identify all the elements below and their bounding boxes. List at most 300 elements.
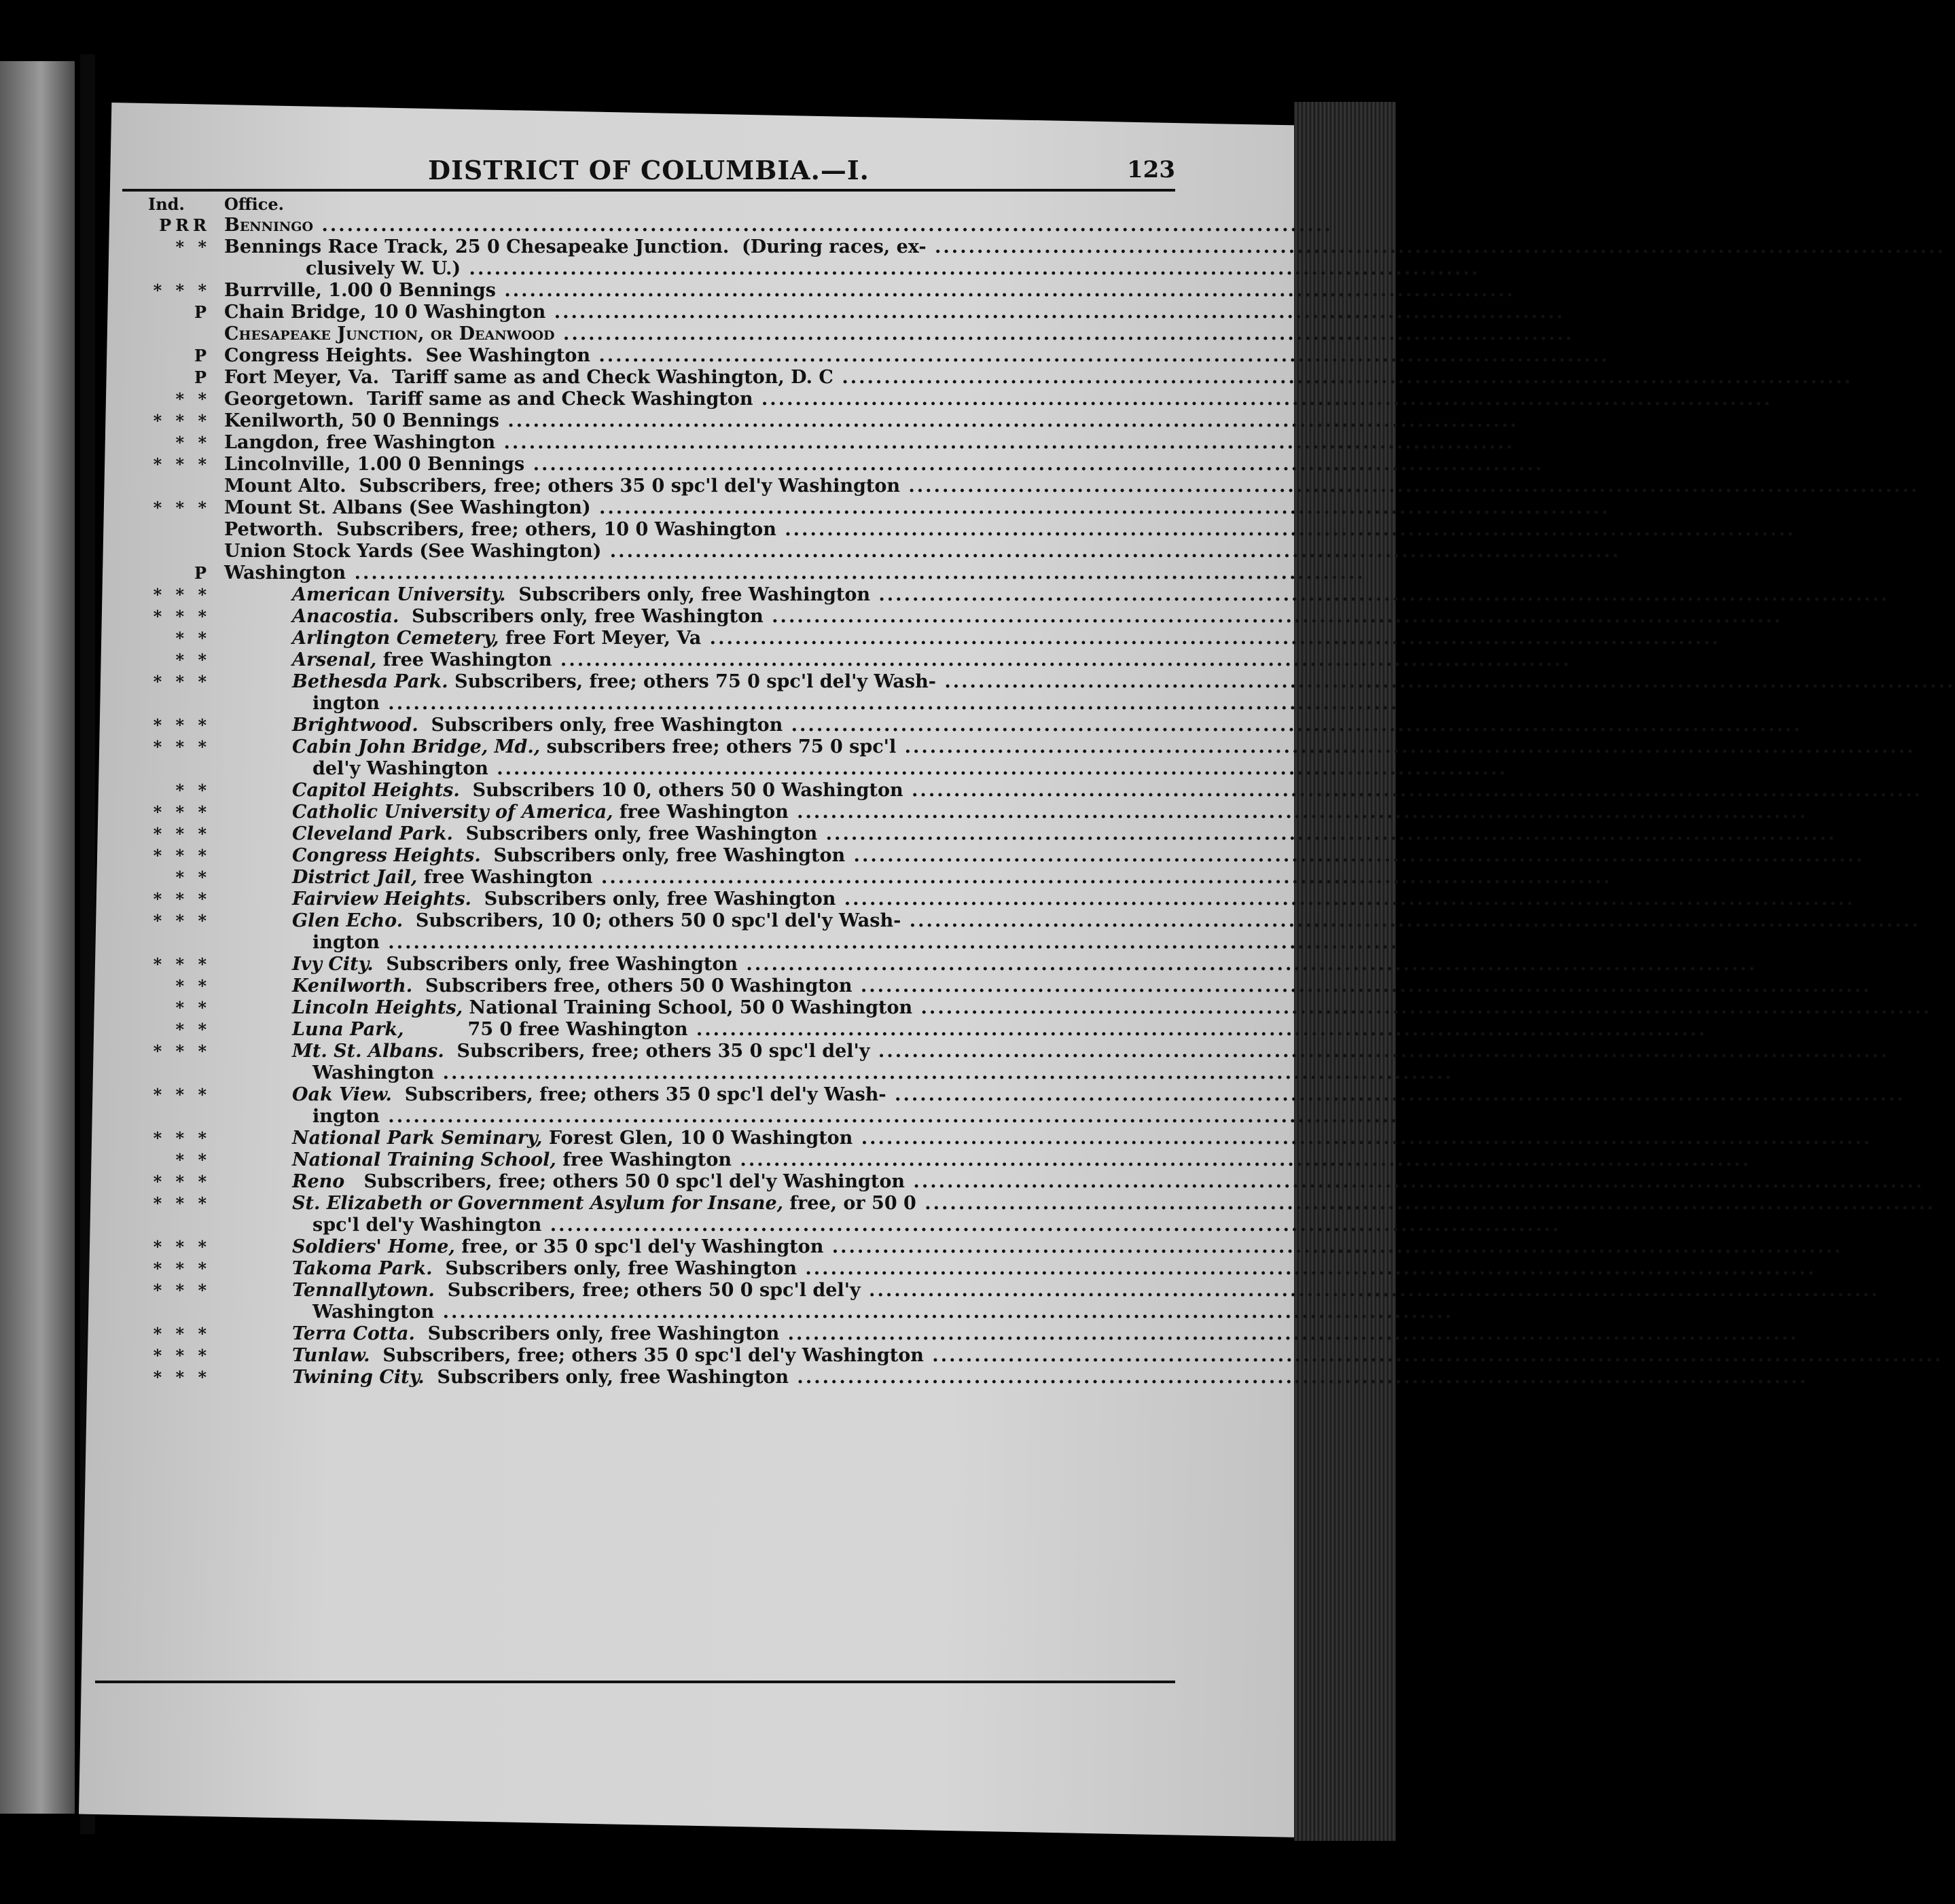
indicator-mark: * * * (153, 1367, 211, 1387)
entry-text (224, 280, 1515, 301)
indicator-mark: * * * (153, 737, 211, 757)
entry-text (224, 954, 1757, 975)
office-details: Forest Glen, 10 0 Washington (542, 1128, 853, 1149)
dot-leader: ........................................................................................................................ (590, 497, 1610, 518)
footer-rule (95, 1681, 1175, 1683)
indicator-mark: P (194, 302, 211, 322)
indicator-mark: * * * (153, 672, 211, 691)
list-item (122, 1041, 1889, 1062)
entry-text (224, 1062, 1454, 1083)
indicator-mark: P (194, 563, 211, 583)
entry-text (224, 888, 1855, 910)
list-item (122, 888, 1855, 910)
office-details: free Washington (613, 802, 789, 823)
indicator-mark: * * * (153, 824, 211, 844)
list-item (122, 302, 1565, 323)
list-item (122, 802, 1808, 823)
indicator-mark: * * (175, 998, 211, 1018)
list-item (122, 454, 1544, 475)
entry-text (224, 584, 1889, 605)
indicator-mark: * * * (153, 1346, 211, 1365)
office-name: Ivy City. (292, 954, 374, 975)
office-details: ington (312, 1106, 380, 1127)
office-details: Subscribers, free; others 35 0 spc'l del'y (444, 1041, 870, 1062)
entry-text (224, 628, 1721, 649)
entry-text (224, 802, 1808, 823)
dot-leader: ........................................................................................................................ (903, 780, 1923, 801)
office-details: subscribers free; others 75 0 spc'l (540, 736, 897, 757)
indicator-mark: * * * (153, 1237, 211, 1257)
list-item (122, 1019, 1707, 1041)
dot-leader: ........................................................................................................................ (434, 1301, 1454, 1323)
indicator-mark: * * * (153, 846, 211, 865)
dot-leader: ........................................................................................................................ (853, 1128, 1872, 1149)
list-item (122, 345, 1610, 367)
office-name: Union Stock Yards (224, 541, 413, 562)
list-item (122, 1062, 1454, 1084)
entry-text (224, 867, 1612, 888)
office-name: Mt. St. Albans. (292, 1041, 444, 1062)
entry-text (224, 1258, 1816, 1279)
indicator-mark: * * * (153, 1259, 211, 1278)
office-details: Subscribers only, free Washington (505, 584, 870, 605)
dot-leader: ........................................................................................................................ (488, 758, 1508, 779)
list-item (122, 606, 1783, 628)
entry-text (224, 1301, 1454, 1323)
list-item (122, 519, 1796, 541)
office-details: Subscribers 10 0, others 50 0 Washington (459, 780, 903, 801)
office-name: Fairview Heights. (292, 888, 471, 910)
entry-text (224, 497, 1610, 518)
office-details: 25 0 Chesapeake Junction. (During races, ex- (448, 236, 927, 257)
entry-text (224, 780, 1922, 801)
dot-leader: ........................................................................................................................ (783, 715, 1802, 736)
office-name: Petworth. (224, 519, 324, 540)
dot-leader: ........................................................................................................................ (788, 802, 1808, 823)
list-item (122, 1301, 1454, 1323)
entry-text (224, 910, 1920, 931)
entry-text (224, 997, 1932, 1018)
entry-text (224, 345, 1609, 366)
list-item (122, 1084, 1906, 1106)
list-item (122, 758, 1508, 780)
office-name: Congress Heights. (224, 345, 413, 366)
dot-leader: ........................................................................................................................ (554, 323, 1574, 344)
dot-leader: ........................................................................................................................ (545, 302, 1565, 323)
office-name: Terra Cotta. (292, 1323, 415, 1344)
entry-text (224, 432, 1514, 453)
dot-leader: ........................................................................................................................ (935, 671, 1955, 692)
office-details: free Washington (376, 649, 552, 670)
office-name: Cabin John Bridge, Md., (292, 736, 541, 757)
dot-leader: ........................................................................................................................ (886, 1084, 1906, 1105)
dot-leader: ........................................................................................................................ (833, 367, 1853, 388)
list-item (122, 823, 1837, 845)
dot-leader: ........................................................................................................................ (817, 823, 1837, 844)
dot-leader: ........................................................................................................................ (499, 410, 1519, 431)
office-details: ington (312, 932, 380, 953)
list-item (122, 693, 1399, 715)
dot-leader: ........................................................................................................................ (738, 954, 1757, 975)
entry-text (224, 215, 1332, 236)
office-name: Fort Meyer, Va. (224, 367, 380, 388)
entry-text (224, 736, 1916, 757)
entry-text (224, 389, 1772, 410)
dot-leader: ........................................................................................................................ (899, 475, 1920, 497)
list-item (122, 280, 1515, 302)
dot-leader: ........................................................................................................................ (912, 997, 1932, 1018)
indicator-mark: * * (175, 650, 211, 670)
office-name: National Park Seminary, (292, 1128, 543, 1149)
entry-text (224, 1236, 1843, 1257)
dot-leader: ........................................................................................................................ (763, 606, 1783, 627)
list-item (122, 1106, 1399, 1128)
office-name: Kenilworth, (224, 410, 345, 431)
indicator-mark: * * * (153, 1324, 211, 1344)
office-details: 1.00 0 Bennings (351, 454, 525, 475)
office-details: Subscribers only, free Washington (373, 954, 738, 975)
dot-leader: ........................................................................................................................ (896, 736, 1916, 757)
indicator-mark: * * * (153, 1041, 211, 1061)
entry-text (224, 758, 1507, 779)
entry-text (224, 1149, 1751, 1170)
office-name: Bennings Race Track, (224, 236, 449, 257)
office-details: 50 0 Bennings (344, 410, 499, 431)
dot-leader: ........................................................................................................................ (905, 1171, 1924, 1192)
office-name: Twining City. (292, 1367, 425, 1388)
office-details: Tariff same as and Check Washington (354, 389, 753, 410)
office-details: clusively W. U.) (306, 258, 461, 279)
entry-text (224, 823, 1837, 844)
dot-leader: ........................................................................................................................ (379, 932, 1399, 953)
list-item (122, 497, 1610, 519)
office-name: St. Elizabeth or Government Asylum for Insane, (292, 1193, 784, 1214)
office-details: free Washington (319, 432, 496, 453)
list-item (122, 1367, 1808, 1388)
office-name: Benningo (224, 215, 314, 236)
dot-leader: ........................................................................................................................ (779, 1323, 1799, 1344)
office-name: Catholic University of America, (292, 802, 613, 823)
office-details: free Fort Meyer, Va (499, 628, 702, 649)
office-name: Burrville, (224, 280, 322, 301)
office-name: Brightwood. (292, 715, 418, 736)
dot-leader: ........................................................................................................................ (916, 1193, 1936, 1214)
indicator-mark: * * * (153, 281, 211, 300)
entry-text (224, 562, 1365, 583)
dot-leader: ........................................................................................................................ (923, 1345, 1943, 1366)
entry-text (224, 693, 1399, 714)
indicator-mark: * * * (153, 1085, 211, 1104)
entry-text (224, 1215, 1561, 1236)
entry-text (224, 1041, 1889, 1062)
list-item (122, 780, 1923, 802)
office-name: Capitol Heights. (292, 780, 460, 801)
office-details: 10 0 Washington (366, 302, 546, 323)
office-name: Congress Heights. (292, 845, 481, 866)
indicator-mark: * * * (153, 1280, 211, 1300)
list-item (122, 1193, 1936, 1215)
indicator-mark: * * * (153, 889, 211, 909)
office-details: free, or 35 0 spc'l del'y Washington (454, 1236, 824, 1257)
office-details: See Washington (412, 345, 590, 366)
list-item (122, 997, 1932, 1019)
office-details: 1.00 0 Bennings (321, 280, 496, 301)
office-details: Washington (312, 1301, 435, 1323)
column-header-ind: Ind. (148, 194, 185, 214)
office-name: Tunlaw. (292, 1345, 370, 1366)
list-item (122, 410, 1519, 432)
entry-text (224, 1280, 1880, 1301)
entry-text (224, 715, 1802, 736)
list-item (122, 584, 1890, 606)
office-details: Subscribers only, free Washington (424, 1367, 789, 1388)
office-name: Chain Bridge, (224, 302, 367, 323)
page-title: DISTRICT OF COLUMBIA.—I. (428, 155, 869, 185)
entry-text (224, 671, 1955, 692)
indicator-mark: * * (175, 780, 211, 800)
indicator-mark: * * * (153, 802, 211, 822)
indicator-mark: * * * (153, 1193, 211, 1213)
list-item (122, 1149, 1751, 1171)
entry-text (224, 1106, 1399, 1127)
office-details: Subscribers, free; others 75 0 spc'l del'y Wash- (448, 671, 936, 692)
office-name: Mount St. Albans (224, 497, 403, 518)
office-name: Soldiers' Home, (292, 1236, 455, 1257)
entry-text (224, 1171, 1924, 1192)
office-name: Georgetown. (224, 389, 355, 410)
office-details: spc'l del'y Washington (312, 1215, 542, 1236)
indicator-mark: * * * (153, 911, 211, 931)
office-name: Langdon, (224, 432, 320, 453)
page-header (122, 152, 1175, 193)
office-list (122, 215, 1955, 1388)
office-details: Subscribers, free; others 50 0 spc'l del'y (434, 1280, 861, 1301)
office-name: Arsenal, (292, 649, 377, 670)
office-name: National Training School, (292, 1149, 556, 1170)
page-content (122, 152, 1955, 1714)
entry-text (224, 606, 1782, 627)
office-name: Kenilworth. (292, 975, 413, 996)
dot-leader: ........................................................................................................................ (869, 584, 1890, 605)
entry-text (224, 258, 1480, 279)
dot-leader: ........................................................................................................................ (926, 236, 1945, 257)
entry-text (224, 1345, 1943, 1366)
office-details: Subscribers, free; others 35 0 spc'l del'y Wash- (391, 1084, 886, 1105)
office-details: Subscribers free, others 50 0 Washington (412, 975, 853, 996)
list-item (122, 975, 1871, 997)
office-details: Subscribers, 10 0; others 50 0 spc'l del'y Wash- (403, 910, 901, 931)
dot-leader: ........................................................................................................................ (524, 454, 1544, 475)
dot-leader: ........................................................................................................................ (541, 1215, 1561, 1236)
office-details: (See Washington) (402, 497, 591, 518)
office-details: Subscribers, free; others 50 0 spc'l del'y Washington (344, 1171, 905, 1192)
office-name: Mount Alto. (224, 475, 346, 497)
list-item (122, 736, 1916, 758)
office-name: Chesapeake Junction, or Deanwood (224, 323, 555, 344)
indicator-mark: * * (175, 976, 211, 996)
office-name: Glen Echo. (292, 910, 403, 931)
entry-text (224, 1193, 1935, 1214)
list-item (122, 389, 1772, 410)
entry-text (224, 367, 1852, 388)
office-details: Subscribers only, free Washington (471, 888, 836, 910)
list-item (122, 1215, 1561, 1236)
list-item (122, 562, 1365, 584)
office-name: District Jail, (292, 867, 418, 888)
list-item (122, 1171, 1924, 1193)
office-name: Lincoln Heights, (292, 997, 463, 1018)
list-item (122, 671, 1955, 693)
list-item (122, 1236, 1843, 1258)
office-name: Lincolnville, (224, 454, 351, 475)
dot-leader: ........................................................................................................................ (346, 562, 1365, 583)
indicator-mark: * * (175, 1150, 211, 1170)
office-name: Cleveland Park. (292, 823, 453, 844)
dot-leader: ........................................................................................................................ (823, 1236, 1843, 1257)
office-name: Anacostia. (292, 606, 399, 627)
indicator-mark: * * (175, 237, 211, 257)
office-details: Subscribers only, free Washington (399, 606, 764, 627)
entry-text (224, 302, 1565, 323)
indicator-mark: * * * (153, 715, 211, 735)
dot-leader: ........................................................................................................................ (552, 649, 1571, 670)
dot-leader: ........................................................................................................................ (860, 1280, 1880, 1301)
dot-leader: ........................................................................................................................ (869, 1041, 1889, 1062)
list-item (122, 715, 1802, 736)
indicator-mark: * * * (153, 411, 211, 431)
office-name: Oak View. (292, 1084, 392, 1105)
dot-leader: ........................................................................................................................ (495, 432, 1515, 453)
dot-leader: ........................................................................................................................ (845, 845, 1865, 866)
office-details: Subscribers, free; others 35 0 spc'l del'y Washington (346, 475, 900, 497)
office-details: ington (312, 693, 380, 714)
page-number: 123 (1127, 156, 1175, 183)
entry-text (224, 845, 1865, 866)
indicator-mark: * * (175, 628, 211, 648)
list-item (122, 649, 1571, 671)
office-details: Subscribers only, free Washington (452, 823, 818, 844)
list-item (122, 541, 1621, 562)
list-item (122, 323, 1574, 345)
list-item (122, 954, 1757, 975)
office-details: del'y Washington (312, 758, 488, 779)
indicator-mark: * * * (153, 607, 211, 626)
office-details: Subscribers, free; others, 10 0 Washington (323, 519, 776, 540)
dot-leader: ........................................................................................................................ (789, 1367, 1808, 1388)
indicator-mark: * * (175, 433, 211, 452)
office-name: Reno (292, 1171, 345, 1192)
indicator-mark: P (194, 346, 211, 365)
column-header-office: Office. (224, 194, 284, 214)
indicator-mark: * * (175, 1020, 211, 1039)
indicator-mark: * * * (153, 1128, 211, 1148)
dot-leader: ........................................................................................................................ (776, 519, 1796, 540)
header-rule (122, 189, 1175, 192)
dot-leader: ........................................................................................................................ (495, 280, 1515, 301)
office-name: American University. (292, 584, 506, 605)
entry-text (224, 323, 1574, 344)
indicator-mark: P (194, 367, 211, 387)
office-details: Subscribers only, free Washington (418, 715, 783, 736)
dot-leader: ........................................................................................................................ (753, 389, 1772, 410)
entry-text (224, 519, 1795, 540)
office-name: Tennallytown. (292, 1280, 435, 1301)
list-item (122, 910, 1920, 932)
list-item (122, 1128, 1872, 1149)
office-details: 75 0 free Washington (403, 1019, 688, 1040)
indicator-mark: * * (175, 867, 211, 887)
list-item (122, 367, 1853, 389)
office-name: Bethesda Park. (292, 671, 448, 692)
list-item (122, 1323, 1799, 1345)
list-item (122, 628, 1721, 649)
office-name: Washington (224, 562, 346, 583)
entry-text (224, 649, 1571, 670)
dot-leader: ........................................................................................................................ (796, 1258, 1816, 1279)
office-name: Arlington Cemetery, (292, 628, 499, 649)
office-details: free, or 50 0 (783, 1193, 916, 1214)
dot-leader: ........................................................................................................................ (379, 693, 1399, 714)
indicator-mark: * * * (153, 954, 211, 974)
entry-text (224, 975, 1871, 996)
entry-text (224, 1084, 1905, 1105)
dot-leader: ........................................................................................................................ (687, 1019, 1707, 1040)
dot-leader: ........................................................................................................................ (313, 215, 1333, 236)
left-page-edge (0, 61, 75, 1814)
entry-text (224, 475, 1919, 497)
dot-leader: ........................................................................................................................ (590, 345, 1610, 366)
indicator-mark: * * (175, 389, 211, 409)
list-item (122, 1280, 1880, 1301)
entry-text (224, 410, 1518, 431)
list-item (122, 1345, 1943, 1367)
office-details: Subscribers only, free Washington (480, 845, 846, 866)
dot-leader: ........................................................................................................................ (592, 867, 1612, 888)
dot-leader: ........................................................................................................................ (852, 975, 1871, 996)
dot-leader: ........................................................................................................................ (732, 1149, 1751, 1170)
entry-text (224, 1367, 1808, 1388)
list-item (122, 1258, 1816, 1280)
entry-text (224, 1128, 1872, 1149)
dot-leader: ........................................................................................................................ (379, 1106, 1399, 1127)
entry-text (224, 454, 1544, 475)
office-details: Subscribers, free; others 35 0 spc'l del'y Washington (370, 1345, 924, 1366)
dot-leader: ........................................................................................................................ (836, 888, 1855, 910)
dot-leader: ........................................................................................................................ (601, 541, 1621, 562)
list-item (122, 215, 1333, 236)
entry-text (224, 1323, 1799, 1344)
entry-text (224, 1019, 1707, 1040)
office-details: National Training School, 50 0 Washington (463, 997, 913, 1018)
dot-leader: ........................................................................................................................ (701, 628, 1721, 649)
dot-leader: ........................................................................................................................ (461, 258, 1480, 279)
list-item (122, 867, 1612, 888)
office-details: Subscribers only, free Washington (414, 1323, 780, 1344)
office-details: free Washington (556, 1149, 732, 1170)
office-details: Washington (312, 1062, 435, 1083)
list-item (122, 432, 1515, 454)
indicator-mark: * * * (153, 1172, 211, 1191)
list-item (122, 236, 1945, 258)
indicator-mark: * * * (153, 454, 211, 474)
dot-leader: ........................................................................................................................ (901, 910, 1920, 931)
list-item (122, 845, 1865, 867)
entry-text (224, 541, 1621, 562)
office-details: free Washington (417, 867, 593, 888)
indicator-mark: * * * (153, 585, 211, 605)
list-item (122, 258, 1480, 280)
indicator-mark: * * * (153, 498, 211, 518)
